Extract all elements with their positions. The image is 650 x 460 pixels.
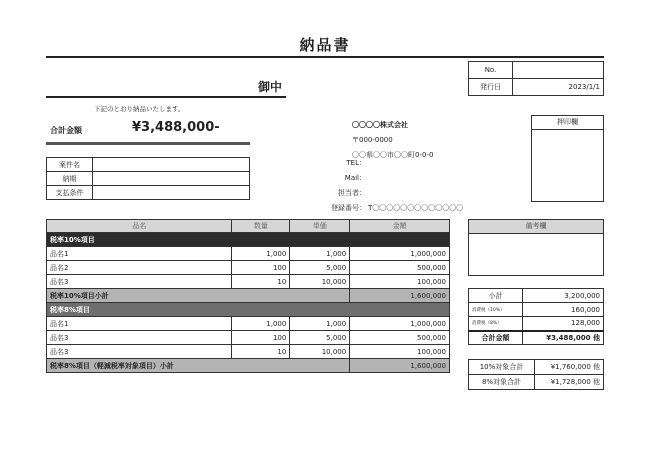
items-table [46, 219, 450, 373]
subtotal-value: 1,600,000 [350, 359, 450, 373]
subtotal-label: 税率10%項目小計 [47, 289, 350, 303]
meta-row-date [469, 79, 604, 96]
summary-value: 3,200,000 [523, 289, 604, 303]
summary-row [469, 303, 604, 317]
contact-key: TEL： [346, 159, 366, 167]
item-quantity[interactable]: 10 [232, 345, 290, 359]
no-label: No. [469, 62, 513, 79]
contact-value [366, 156, 368, 171]
items-header-row [47, 220, 450, 233]
grand-total-label: 合計金額 [469, 331, 523, 345]
item-quantity[interactable]: 100 [232, 331, 290, 345]
tax-row [469, 375, 604, 390]
intro-text: 下記のとおり納品いたします。 [94, 105, 185, 113]
summary-row [469, 317, 604, 331]
item-unit-price[interactable]: 1,000 [290, 247, 350, 261]
summary-label: 消費税（10%） [469, 303, 523, 317]
grand-total-row [469, 331, 604, 345]
no-value[interactable] [513, 62, 604, 79]
header-amount: 金額 [350, 220, 450, 233]
subtotal-label: 税率8%項目（軽減税率対象項目）小計 [47, 359, 350, 373]
summary-label: 小計 [469, 289, 523, 303]
item-unit-price[interactable]: 1,000 [290, 317, 350, 331]
issue-date-value[interactable]: 2023/1/1 [513, 79, 604, 96]
summary-value: 128,000 [523, 317, 604, 331]
tax-row [469, 360, 604, 375]
total-underline [46, 142, 250, 145]
company-name: 〇〇〇〇株式会社 [352, 121, 408, 129]
info-value[interactable] [93, 158, 250, 172]
items-body [47, 233, 450, 373]
issue-date-label: 発行日 [469, 79, 513, 96]
contact-row [330, 156, 463, 171]
item-name[interactable]: 品名1 [47, 247, 232, 261]
item-amount: 1,000,000 [350, 317, 450, 331]
item-name[interactable]: 品名1 [47, 317, 232, 331]
info-value[interactable] [93, 172, 250, 186]
item-name[interactable]: 品名3 [47, 275, 232, 289]
info-label: 案件名 [47, 158, 93, 172]
summary-body [469, 289, 604, 331]
item-row [47, 261, 450, 275]
contact-row [330, 201, 463, 216]
item-row [47, 317, 450, 331]
company-postal: 〒000-0000 [352, 136, 393, 144]
section-header-row [47, 303, 450, 317]
document-title: 納品書 [299, 36, 351, 54]
grand-total-value: ¥3,488,000 他 [523, 331, 604, 345]
item-quantity[interactable]: 100 [232, 261, 290, 275]
summary-value: 160,000 [523, 303, 604, 317]
tax-value: ¥1,728,000 他 [535, 375, 604, 390]
registration-number: T〇〇〇〇〇〇〇〇〇〇〇〇〇 [368, 204, 464, 212]
item-unit-price[interactable]: 5,000 [290, 261, 350, 275]
header-item-name: 品名 [47, 220, 232, 233]
total-value: ¥3,488,000- [132, 120, 220, 135]
meta-table [468, 61, 604, 96]
title-underline [46, 56, 604, 58]
info-row [47, 158, 250, 172]
recipient-suffix: 御中 [258, 80, 283, 94]
item-name[interactable]: 品名3 [47, 345, 232, 359]
remarks-box[interactable] [468, 219, 604, 276]
item-quantity[interactable]: 1,000 [232, 247, 290, 261]
info-label: 支払条件 [47, 186, 93, 200]
item-name[interactable]: 品名3 [47, 331, 232, 345]
section-title: 税率10%項目 [47, 233, 450, 247]
contact-value [366, 186, 368, 201]
summary-label: 消費税（8%） [469, 317, 523, 331]
item-quantity[interactable]: 1,000 [232, 317, 290, 331]
contact-row [330, 186, 463, 201]
info-label: 納期 [47, 172, 93, 186]
tax-value: ¥1,760,000 他 [535, 360, 604, 375]
contact-row [330, 171, 463, 186]
header-unit-price: 単価 [290, 220, 350, 233]
info-row [47, 172, 250, 186]
item-quantity[interactable]: 10 [232, 275, 290, 289]
stamp-box[interactable] [531, 115, 604, 202]
item-unit-price[interactable]: 10,000 [290, 345, 350, 359]
item-unit-price[interactable]: 10,000 [290, 275, 350, 289]
item-row [47, 275, 450, 289]
section-header-row [47, 233, 450, 247]
company-address: 〇〇県〇〇市〇〇町0-0-0 [352, 151, 434, 159]
item-amount: 500,000 [350, 331, 450, 345]
contact-block [330, 156, 463, 216]
subtotal-row [47, 289, 450, 303]
item-row [47, 331, 450, 345]
stamp-label: 押印欄 [532, 116, 603, 130]
item-amount: 100,000 [350, 275, 450, 289]
summary-table [468, 288, 604, 345]
item-row [47, 247, 450, 261]
tax-breakdown-table [468, 359, 604, 390]
contact-key: 担当者： [338, 189, 366, 197]
contact-key: 登録番号： [331, 204, 366, 212]
item-row [47, 345, 450, 359]
meta-row-no [469, 62, 604, 79]
item-unit-price[interactable]: 5,000 [290, 331, 350, 345]
contact-key: Mail： [344, 174, 366, 182]
remarks-label: 備考欄 [469, 220, 603, 234]
tax-label: 8%対象合計 [469, 375, 535, 390]
summary-row [469, 289, 604, 303]
subtotal-value: 1,600,000 [350, 289, 450, 303]
total-label: 合計金額 [50, 126, 82, 135]
section-title: 税率8%項目 [47, 303, 450, 317]
info-table [46, 157, 250, 200]
recipient-underline [46, 96, 286, 98]
item-amount: 1,000,000 [350, 247, 450, 261]
info-row [47, 186, 250, 200]
item-amount: 100,000 [350, 345, 450, 359]
header-quantity: 数量 [232, 220, 290, 233]
item-amount: 500,000 [350, 261, 450, 275]
subtotal-row [47, 359, 450, 373]
contact-value [366, 171, 368, 186]
info-value[interactable] [93, 186, 250, 200]
item-name[interactable]: 品名2 [47, 261, 232, 275]
tax-label: 10%対象合計 [469, 360, 535, 375]
